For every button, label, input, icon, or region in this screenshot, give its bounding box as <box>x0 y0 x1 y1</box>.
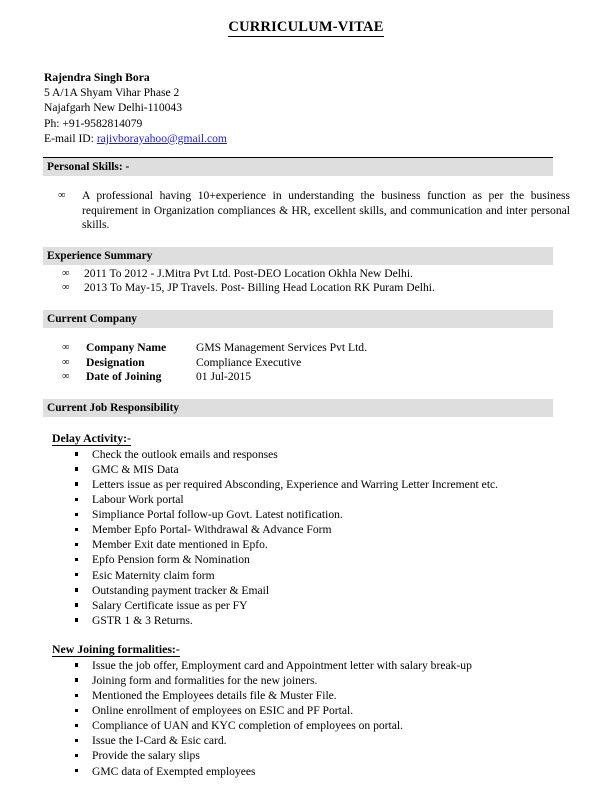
infinity-bullet-icon: ∞ <box>62 267 70 279</box>
list-item <box>74 568 612 583</box>
list-item <box>74 598 612 613</box>
square-bullet-icon <box>75 754 78 757</box>
phone-number: Ph: +91-9582814079 <box>44 116 143 130</box>
infinity-bullet-icon: ∞ <box>62 371 70 383</box>
subheading-delay-activity <box>0 431 612 446</box>
list-item <box>74 552 612 567</box>
list-item-text: Issue the I-Card & Esic card. <box>92 734 227 748</box>
email-link[interactable]: rajivborayahoo@gmail.com <box>96 131 227 145</box>
contact-block <box>0 70 612 146</box>
personal-skills-list <box>58 189 570 233</box>
square-bullet-icon <box>75 663 78 666</box>
section-heading-experience-summary: Experience Summary <box>43 247 553 265</box>
list-item <box>74 688 612 703</box>
subheading-new-joining-formalities <box>0 642 612 657</box>
infinity-bullet-icon: ∞ <box>62 282 70 294</box>
list-item-text: Issue the job offer, Employment card and Appointment letter with salary break-up <box>92 658 472 672</box>
list-item <box>62 341 612 356</box>
experience-summary-list <box>62 267 612 296</box>
list-item-text: 2011 To 2012 - J.Mitra Pvt Ltd. Post-DEO Location Okhla New Delhi. <box>84 266 413 280</box>
list-item <box>74 718 612 733</box>
list-item <box>74 764 612 779</box>
list-item-text: 2013 To May-15, JP Travels. Post- Billing Head Location RK Puram Delhi. <box>84 281 435 295</box>
square-bullet-icon <box>75 513 78 516</box>
square-bullet-icon <box>75 467 78 470</box>
section-heading-current-job-responsibility: Current Job Responsibility <box>43 399 553 417</box>
address-line-2: Najafgarh New Delhi-110043 <box>44 101 183 115</box>
list-item-text: Labour Work portal <box>92 493 184 507</box>
list-item <box>74 492 612 507</box>
list-item <box>74 537 612 552</box>
company-name-row <box>86 341 612 356</box>
list-item <box>74 673 612 688</box>
section-heading-personal-skills: Personal Skills: - <box>43 158 553 176</box>
new-joining-formalities-list <box>0 658 612 779</box>
infinity-bullet-icon: ∞ <box>62 341 70 353</box>
company-name-value: GMS Management Services Pvt Ltd. <box>196 340 367 354</box>
list-item <box>62 267 612 282</box>
list-item-text: Salary Certificate issue as per FY <box>92 598 248 612</box>
list-item-text: Provide the salary slips <box>92 749 200 763</box>
list-item <box>74 613 612 628</box>
page-title-text: CURRICULUM-VITAE <box>228 19 384 35</box>
current-company-body <box>0 341 612 385</box>
list-item <box>74 477 612 492</box>
list-item-text: Member Epfo Portal- Withdrawal & Advance Form <box>92 523 332 537</box>
list-item <box>74 703 612 718</box>
list-item-text: Online enrollment of employees on ESIC and PF Portal. <box>92 704 354 718</box>
list-item <box>74 748 612 763</box>
list-item <box>74 447 612 462</box>
list-item <box>74 462 612 477</box>
list-item-text: Simpliance Portal follow-up Govt. Latest notification. <box>92 508 343 522</box>
date-of-joining-row <box>86 370 612 385</box>
current-company-list <box>62 341 612 385</box>
subheading-new-joining-formalities-text: New Joining formalities:- <box>52 641 180 656</box>
square-bullet-icon <box>75 678 78 681</box>
list-item-text: Check the outlook emails and responses <box>92 447 278 461</box>
list-item-text: Compliance of UAN and KYC completion of employees on portal. <box>92 719 404 733</box>
list-item-text: Mentioned the Employees details file & Muster File. <box>92 689 337 703</box>
list-item <box>74 522 612 537</box>
list-item <box>62 281 612 296</box>
list-item <box>74 658 612 673</box>
experience-summary-body <box>0 267 612 296</box>
delay-activity-list <box>0 447 612 628</box>
list-item-text: GMC & MIS Data <box>92 462 179 476</box>
square-bullet-icon <box>75 588 78 591</box>
list-item-text: A professional having 10+experience in understanding the business function as per the business requirement in Organization compliances & HR, excellent skills, and communication and inter personal skills. <box>82 189 570 232</box>
square-bullet-icon <box>75 769 78 772</box>
infinity-bullet-icon: ∞ <box>58 190 66 202</box>
square-bullet-icon <box>75 528 78 531</box>
square-bullet-icon <box>75 694 78 697</box>
infinity-bullet-icon: ∞ <box>62 356 70 368</box>
square-bullet-icon <box>75 543 78 546</box>
date-of-joining-label: Date of Joining <box>86 370 162 384</box>
list-item-text: Esic Maternity claim form <box>92 568 215 582</box>
designation-label: Designation <box>86 355 145 369</box>
candidate-name: Rajendra Singh Bora <box>44 71 150 84</box>
list-item-text: Letters issue as per required Absconding, Experience and Warring Letter Increment etc. <box>92 477 499 491</box>
designation-value: Compliance Executive <box>196 355 302 369</box>
list-item-text: Joining form and formalities for the new joiners. <box>92 673 318 687</box>
list-item <box>62 370 612 385</box>
square-bullet-icon <box>75 452 78 455</box>
personal-skills-body <box>0 189 612 233</box>
company-name-label: Company Name <box>86 340 167 354</box>
square-bullet-icon <box>75 618 78 621</box>
square-bullet-icon <box>75 724 78 727</box>
email-label: E-mail ID: <box>44 131 97 145</box>
square-bullet-icon <box>75 573 78 576</box>
list-item <box>74 507 612 522</box>
list-item <box>74 733 612 748</box>
designation-row <box>86 356 612 371</box>
square-bullet-icon <box>75 603 78 606</box>
list-item <box>62 356 612 371</box>
list-item <box>74 583 612 598</box>
list-item-text: GSTR 1 & 3 Returns. <box>92 613 193 627</box>
square-bullet-icon <box>75 709 78 712</box>
list-item-text: Member Exit date mentioned in Epfo. <box>92 538 268 552</box>
list-item-text: Epfo Pension form & Nomination <box>92 553 250 567</box>
list-item-text: GMC data of Exempted employees <box>92 764 256 778</box>
date-of-joining-value: 01 Jul-2015 <box>196 370 252 384</box>
page-title <box>0 19 612 36</box>
list-item-text: Outstanding payment tracker & Email <box>92 583 270 597</box>
square-bullet-icon <box>75 739 78 742</box>
square-bullet-icon <box>75 482 78 485</box>
address-line-1: 5 A/1A Shyam Vihar Phase 2 <box>44 86 180 100</box>
cv-page <box>0 19 612 811</box>
list-item <box>58 189 570 233</box>
section-heading-current-company: Current Company <box>43 310 553 328</box>
square-bullet-icon <box>75 498 78 501</box>
subheading-delay-activity-text: Delay Activity:- <box>52 430 131 445</box>
square-bullet-icon <box>75 558 78 561</box>
email-row <box>44 131 612 146</box>
